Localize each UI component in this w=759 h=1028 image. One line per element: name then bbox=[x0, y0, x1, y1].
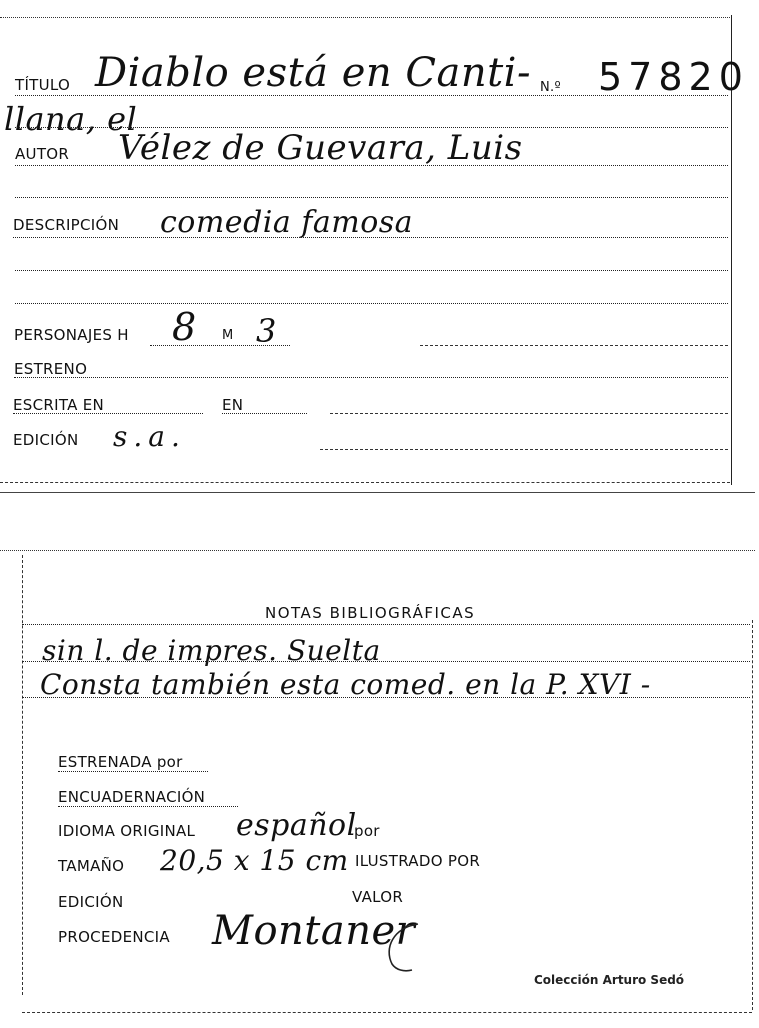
top-card-lower-dashes bbox=[0, 482, 730, 483]
encuadernacion-line bbox=[58, 806, 238, 807]
personajes-line-right bbox=[420, 345, 728, 346]
estreno-line bbox=[14, 377, 728, 378]
escrita-line-right bbox=[330, 413, 728, 414]
personajes-h-value: 8 bbox=[172, 305, 197, 349]
bottom-card-right-border bbox=[752, 620, 753, 1010]
numero-value: 57820 bbox=[598, 55, 749, 99]
autor-line bbox=[15, 165, 728, 166]
autor-label: AUTOR bbox=[15, 145, 70, 163]
notas-heading: NOTAS BIBLIOGRÁFICAS bbox=[265, 604, 476, 622]
note-line-1: sin l. de impres. Suelta bbox=[42, 634, 381, 667]
autor-value: Vélez de Guevara, Luis bbox=[118, 128, 523, 168]
descripcion-label: DESCRIPCIÓN bbox=[13, 216, 120, 234]
idioma-value: español bbox=[236, 808, 357, 843]
titulo-label: TÍTULO bbox=[15, 76, 71, 94]
descripcion-line bbox=[13, 237, 728, 238]
note-line-2: Consta también esta comed. en la P. XVI - bbox=[40, 668, 651, 701]
personajes-m-label: M bbox=[222, 328, 234, 343]
edicion-bottom-label: EDICIÓN bbox=[58, 893, 124, 911]
escrita-en-line bbox=[222, 413, 307, 414]
blank-line-2 bbox=[15, 270, 728, 271]
edicion-line bbox=[320, 449, 728, 450]
bottom-card-bottom-edge bbox=[22, 1012, 752, 1013]
idioma-label: IDIOMA ORIGINAL bbox=[58, 822, 196, 840]
personajes-line bbox=[150, 345, 290, 346]
titulo-value: Diablo está en Canti- bbox=[95, 50, 531, 96]
procedencia-value: Montaner bbox=[212, 908, 416, 954]
escrita-line bbox=[13, 413, 203, 414]
top-card-upper-edge bbox=[0, 17, 730, 18]
idioma-por-label: por bbox=[354, 822, 380, 840]
top-card-bottom-edge bbox=[0, 492, 755, 493]
estrenada-label: ESTRENADA por bbox=[58, 753, 183, 771]
notas-heading-line bbox=[22, 624, 750, 625]
tamano-value: 20,5 x 15 cm bbox=[160, 844, 349, 877]
descripcion-value: comedia famosa bbox=[160, 205, 414, 240]
procedencia-label: PROCEDENCIA bbox=[58, 928, 170, 946]
collection-credit: Colección Arturo Sedó bbox=[534, 973, 685, 987]
valor-label: VALOR bbox=[352, 888, 404, 906]
estreno-label: ESTRENO bbox=[14, 360, 88, 378]
blank-line-3 bbox=[15, 303, 728, 304]
bottom-card-top-edge bbox=[0, 550, 755, 551]
tamano-label: TAMAÑO bbox=[58, 857, 125, 875]
edicion-value: s.a. bbox=[113, 420, 186, 453]
encuadernacion-label: ENCUADERNACIÓN bbox=[58, 788, 206, 806]
edicion-label: EDICIÓN bbox=[13, 431, 79, 449]
estrenada-line bbox=[58, 771, 208, 772]
escrita-en-label: EN bbox=[222, 396, 244, 414]
stamp-arc-mark bbox=[378, 918, 428, 978]
note-line-1-rule bbox=[22, 661, 750, 662]
personajes-label: PERSONAJES H bbox=[14, 326, 129, 344]
bottom-card-left-border bbox=[22, 555, 23, 995]
personajes-m-value: 3 bbox=[256, 312, 277, 350]
note-line-2-rule bbox=[22, 697, 750, 698]
titulo-line bbox=[15, 95, 728, 96]
titulo-value-cont: llana, el bbox=[4, 100, 138, 138]
ilustrado-label: ILUSTRADO POR bbox=[355, 852, 481, 870]
blank-line-1 bbox=[15, 197, 728, 198]
numero-label: N.º bbox=[540, 80, 561, 95]
escrita-label: ESCRITA EN bbox=[13, 396, 105, 414]
